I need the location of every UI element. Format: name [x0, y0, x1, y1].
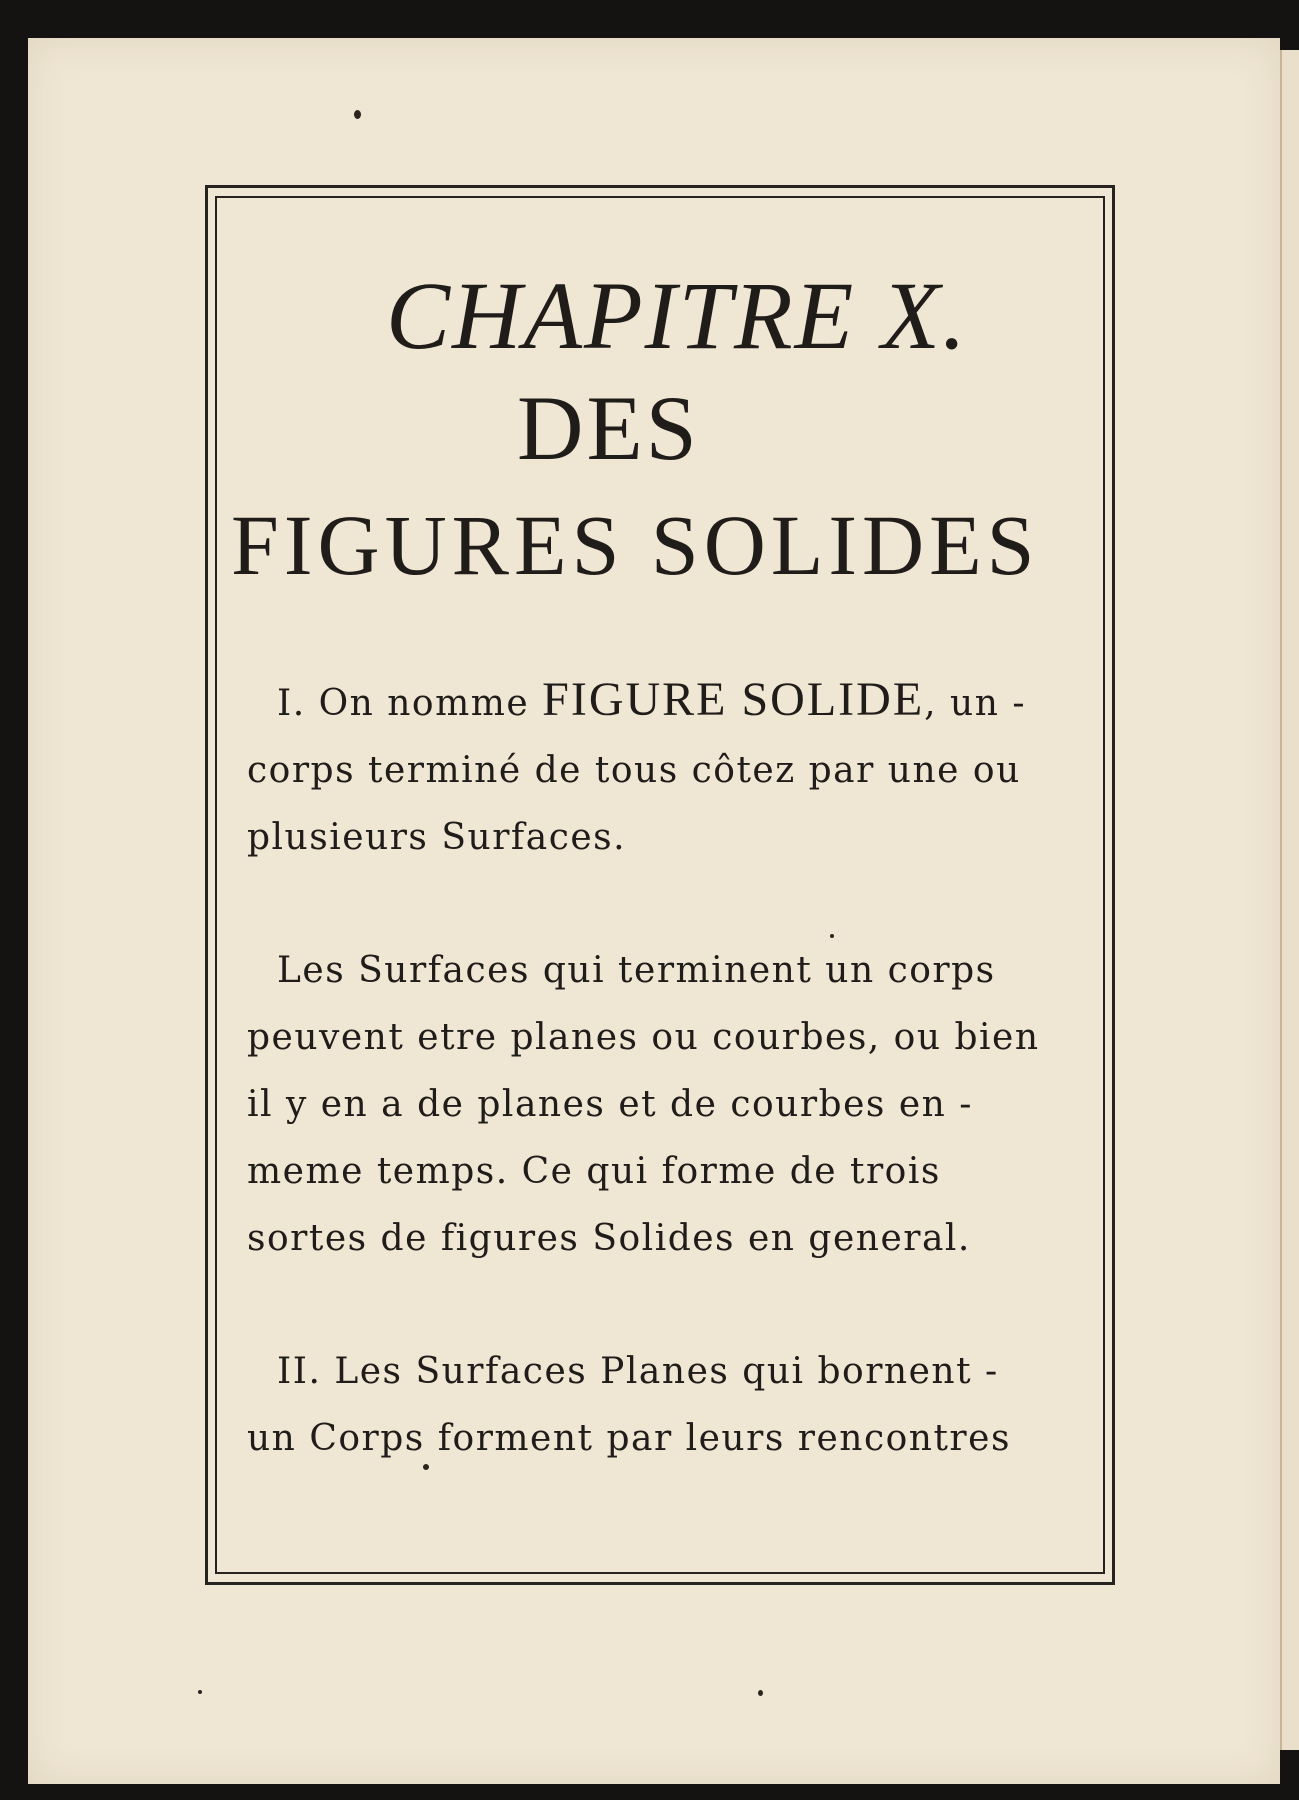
text-line: meme temps. Ce qui forme de trois — [247, 1151, 941, 1192]
defined-term: FIGURE SOLIDE — [542, 673, 925, 726]
text-line: sortes de figures Solides en general. — [247, 1218, 971, 1259]
paragraph — [247, 937, 1087, 1272]
chapter-heading: CHAPITRE X. — [386, 262, 968, 369]
text-segment: I. On nomme — [277, 683, 543, 724]
text-segment: , un - — [924, 683, 1027, 724]
text-line: II. Les Surfaces Planes qui bornent - — [277, 1351, 999, 1392]
title-line-1: DES — [517, 377, 700, 479]
text-line — [247, 666, 1087, 737]
page-content — [231, 262, 1087, 1472]
body-text — [247, 666, 1087, 1472]
ink-spot — [198, 1690, 202, 1694]
ink-spot — [354, 110, 361, 119]
title-line-2: FIGURES SOLIDES — [231, 497, 1040, 593]
text-line: plusieurs Surfaces. — [247, 817, 627, 858]
text-line: corps terminé de tous côtez par une ou — [247, 750, 1021, 791]
ink-spot — [758, 1690, 763, 1696]
text-line: Les Surfaces qui terminent un corps — [277, 950, 996, 991]
text-line: il y en a de planes et de courbes en - — [247, 1084, 973, 1125]
text-line: un Corps forment par leurs rencontres — [247, 1418, 1011, 1459]
text-line: peuvent etre planes ou courbes, ou bien — [247, 1017, 1040, 1058]
facing-page-edge — [1280, 50, 1299, 1750]
paragraph — [247, 666, 1087, 871]
paragraph — [247, 1338, 1087, 1472]
